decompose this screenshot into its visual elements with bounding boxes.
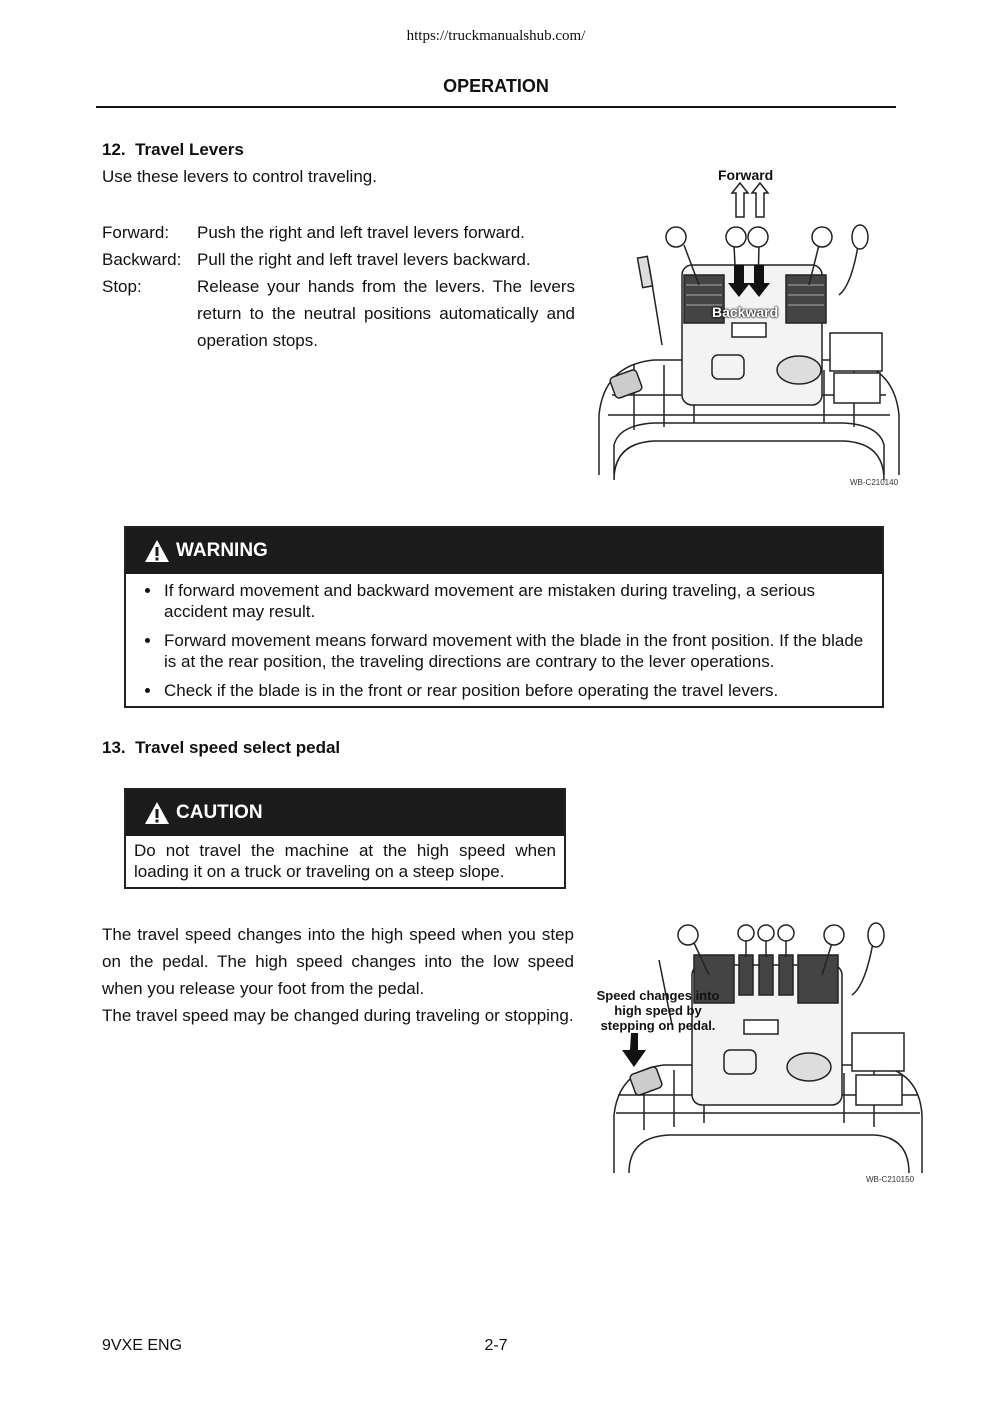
speed-paragraph bbox=[102, 921, 574, 1029]
definition-item bbox=[102, 219, 575, 246]
caution-title: CAUTION bbox=[176, 802, 263, 823]
figure-code: WB-C210140 bbox=[850, 478, 899, 487]
backward-label: Backward bbox=[712, 304, 779, 320]
definition-desc: Push the right and left travel levers forward. bbox=[197, 223, 525, 242]
warning-triangle-icon bbox=[144, 539, 170, 563]
pedal-label-line: Speed changes into bbox=[596, 988, 720, 1003]
section-title: Travel speed select pedal bbox=[135, 738, 341, 757]
pedal-label-line: high speed by bbox=[614, 1003, 702, 1018]
section-title: Travel Levers bbox=[135, 140, 244, 159]
speed-pedal-figure bbox=[584, 915, 924, 1190]
definition-item bbox=[102, 246, 575, 273]
control-panel-illustration bbox=[594, 165, 904, 495]
pedal-illustration bbox=[584, 915, 924, 1190]
caution-box bbox=[124, 788, 566, 889]
header-rule bbox=[96, 106, 896, 108]
paragraph-1: The travel speed changes into the high speed when you step on the pedal. The high speed changes into the low speed when you release your foot from the pedal. bbox=[102, 925, 574, 998]
definition-list bbox=[102, 219, 575, 354]
definition-term: Backward: bbox=[102, 250, 182, 269]
caution-header bbox=[126, 790, 564, 836]
definition-term: Stop: bbox=[102, 277, 142, 296]
pedal-label-line: stepping on pedal. bbox=[600, 1018, 716, 1033]
definition-desc: Release your hands from the levers. The levers return to the neutral positions automatically and operation stops. bbox=[197, 277, 575, 350]
warning-list bbox=[126, 574, 882, 713]
paragraph-2: The travel speed may be changed during traveling or stopping. bbox=[102, 1006, 574, 1025]
footer-doc-code: 9VXE ENG bbox=[102, 1337, 183, 1354]
definition-item bbox=[102, 273, 575, 354]
travel-levers-figure bbox=[594, 165, 904, 495]
warning-box bbox=[124, 526, 884, 708]
section-header: OPERATION bbox=[443, 76, 549, 96]
warning-triangle-icon bbox=[144, 801, 170, 825]
section-12-intro: Use these levers to control traveling. bbox=[102, 167, 377, 186]
definition-term: Forward: bbox=[102, 223, 170, 242]
warning-title: WARNING bbox=[176, 540, 268, 561]
section-number: 13. bbox=[102, 738, 126, 757]
figure-code: WB-C210150 bbox=[866, 1175, 915, 1184]
page-number: 2-7 bbox=[484, 1337, 508, 1354]
list-item: • Forward movement means forward movement with the blade in the front position. If the blade is at the rear position, the traveling directions are contrary to the lever operations. bbox=[162, 630, 874, 672]
list-item: • If forward movement and backward movement are mistaken during traveling, a serious accident may result. bbox=[162, 580, 874, 622]
list-item: • Check if the blade is in the front or rear position before operating the travel levers. bbox=[162, 680, 874, 701]
warning-header bbox=[126, 528, 882, 574]
section-number: 12. bbox=[102, 140, 126, 159]
caution-text: Do not travel the machine at the high speed when loading it on a truck or traveling on a steep slope. bbox=[134, 841, 556, 881]
source-url[interactable]: https://truckmanualshub.com/ bbox=[406, 28, 586, 44]
section-13-heading bbox=[102, 738, 340, 758]
forward-label: Forward bbox=[718, 167, 774, 183]
definition-desc: Pull the right and left travel levers backward. bbox=[197, 250, 531, 269]
section-12-heading bbox=[102, 140, 244, 160]
pedal-label bbox=[586, 988, 730, 1033]
